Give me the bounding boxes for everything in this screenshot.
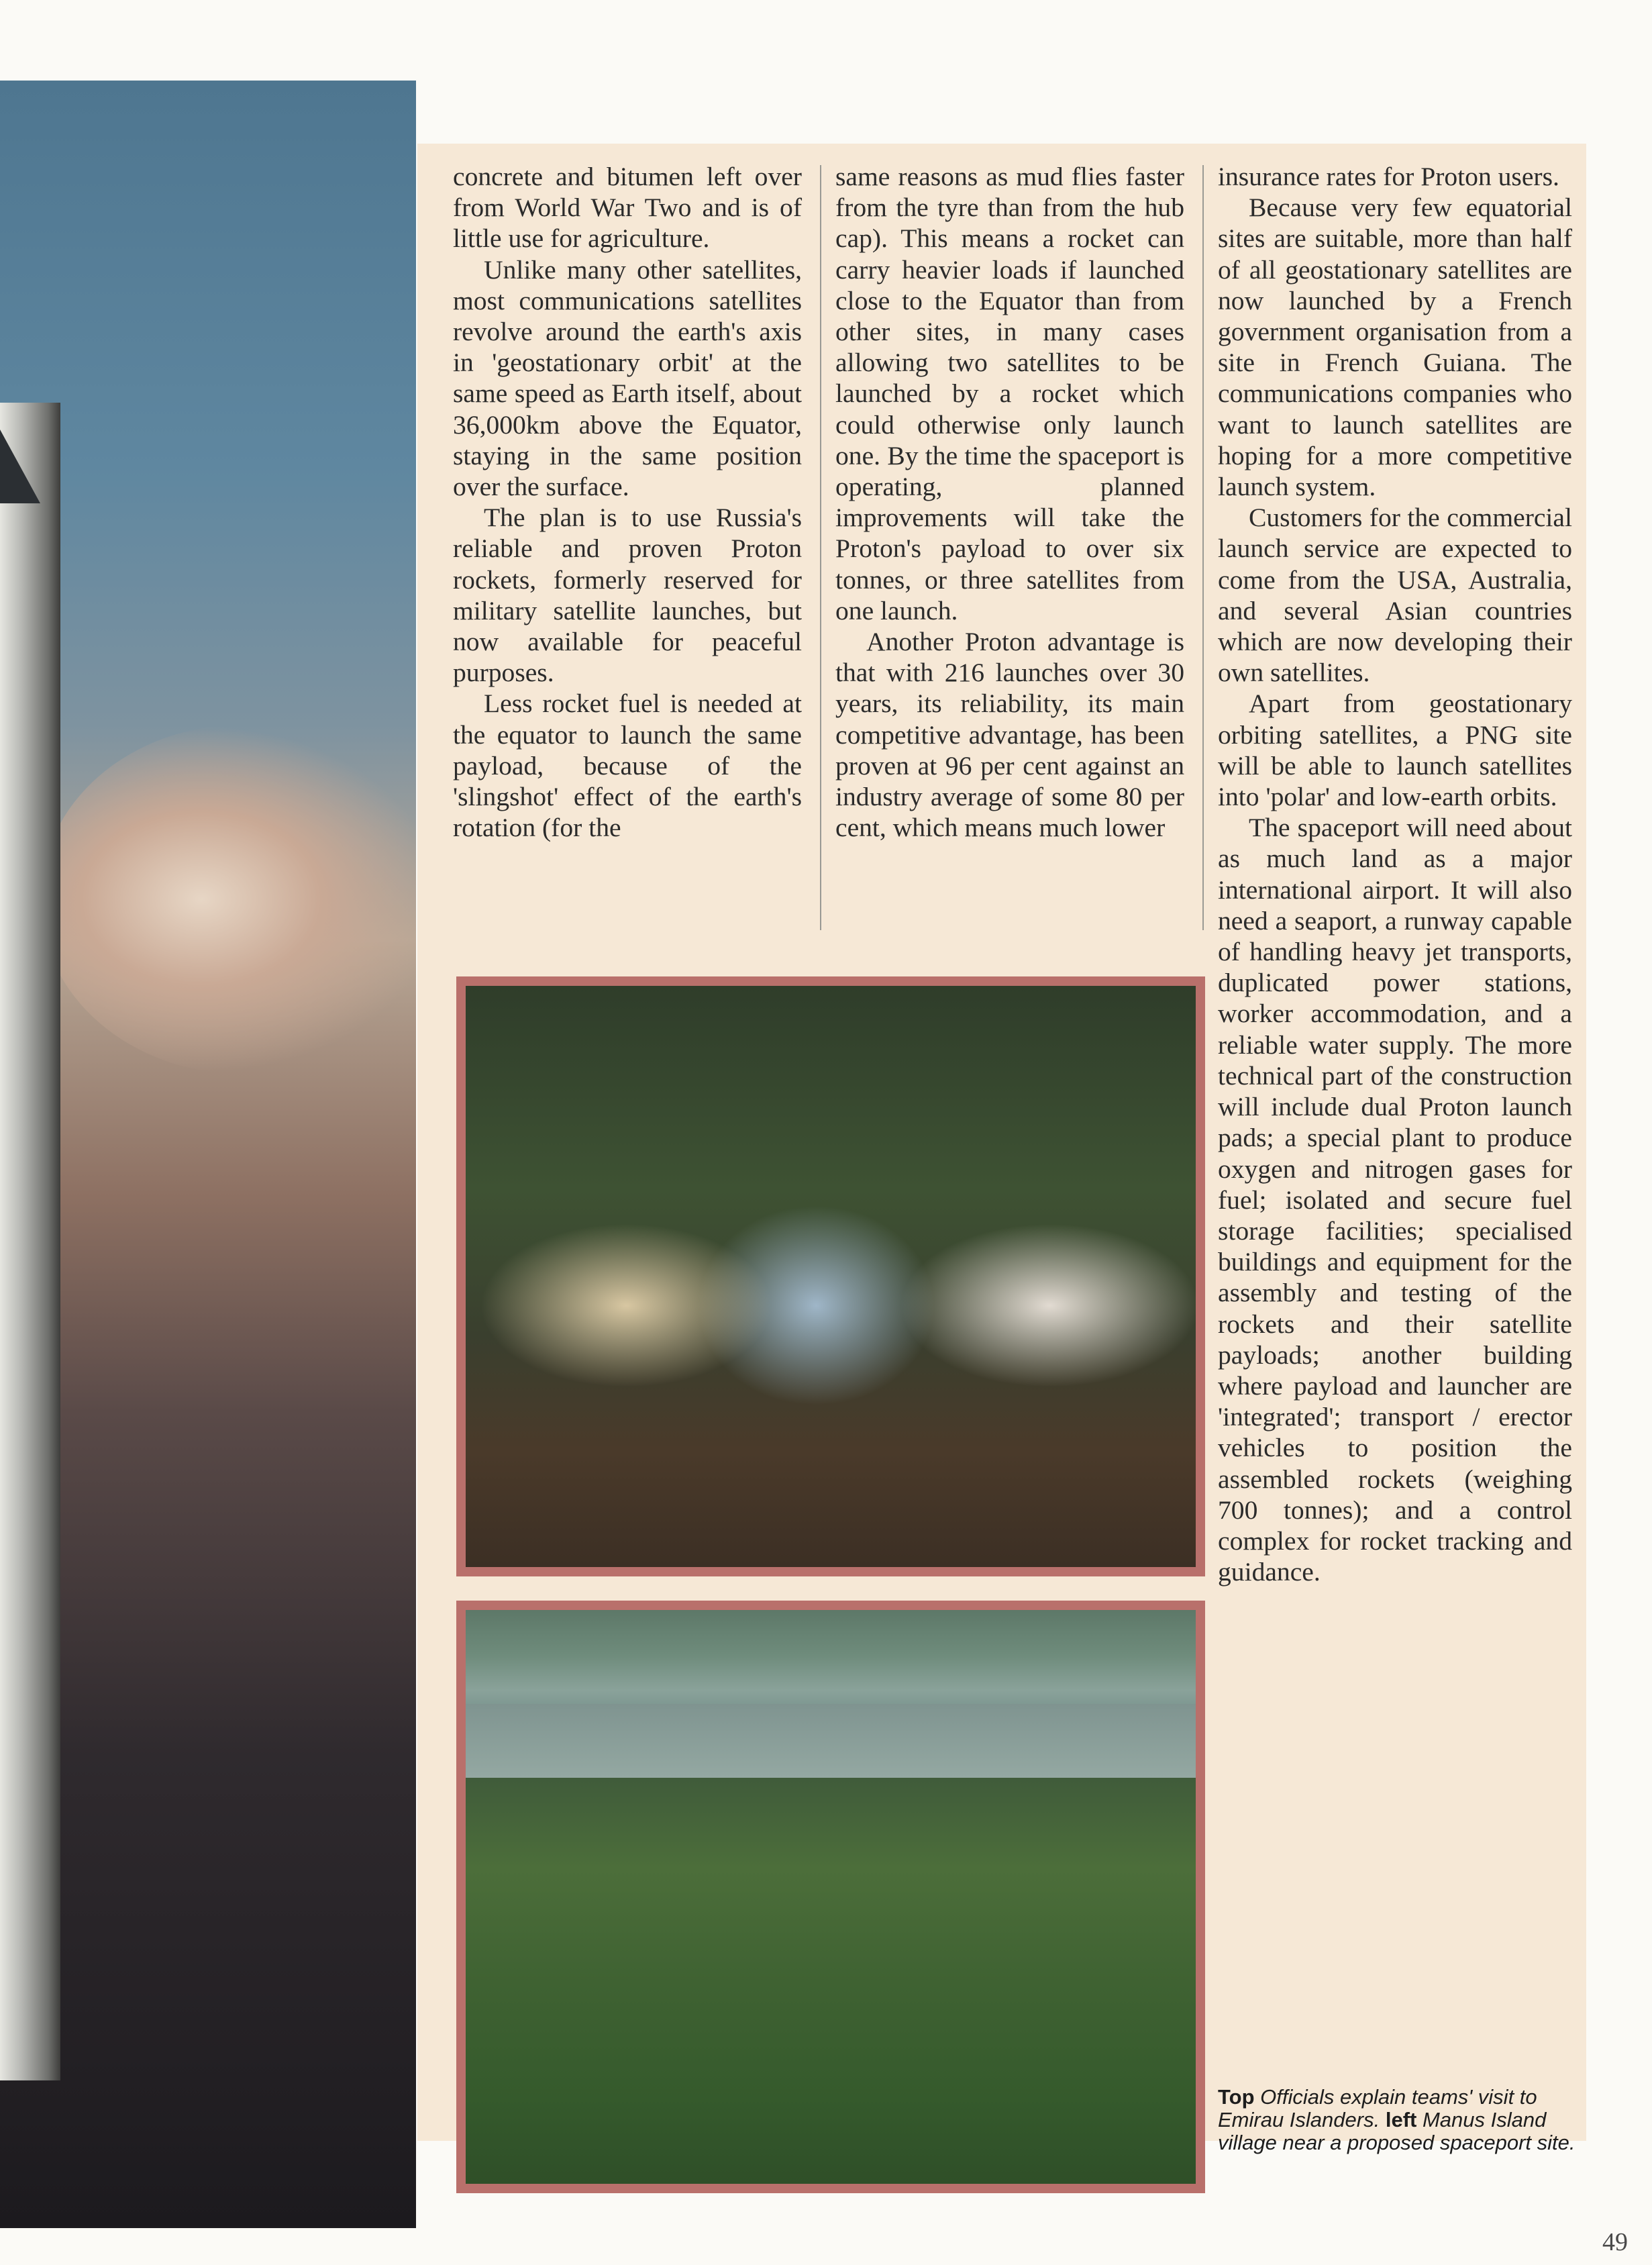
caption-left-label: left (1385, 2108, 1417, 2131)
paragraph: insurance rates for Proton users. (1218, 162, 1559, 191)
paragraph: Unlike many other satellites, most communications satellites revolve around the earth's axis in 'geostationary orbit' at the same speed as Earth itself, about 36,000km above the Equator, staying in the same position over the surface. (453, 254, 802, 502)
caption-top-text: Officials explain teams' visit to Emirau Islanders. (1218, 2085, 1537, 2131)
rocket-body (0, 403, 60, 2080)
village-aerial-photo-image (466, 1610, 1196, 2184)
officials-photo-image (466, 986, 1196, 1567)
paragraph: Less rocket fuel is needed at the equator to launch the same payload, because of the 'slingshot' effect of the earth's rotation (for the (453, 689, 802, 843)
paragraph: Another Proton advantage is that with 216 launches over 30 years, its reliability, its main competitive advantage, has been proven at 96 per cent against an industry average of some 80 per cent, which means much lower (835, 627, 1184, 843)
photo-caption (1218, 2086, 1580, 2154)
text-column-1 (453, 161, 802, 843)
column-divider (1202, 165, 1204, 930)
village-aerial-photo (456, 1601, 1205, 2193)
paragraph: Because very few equatorial sites are suitable, more than half of all geostationary satellites are now launched by a French government organisation from a site in French Guiana. The communications companies who want to launch satellites are hoping for a more competitive launch system. (1218, 193, 1572, 502)
exhaust-plume (40, 725, 416, 1074)
paragraph: same reasons as mud flies faster from the tyre than from the hub cap). This means a rocket can carry heavier loads if launched close to the Equator than from other sites, in many cases allowing two satellites to be launched by a rocket which could otherwise only launch one. By the time the spaceport is operating, planned improvements will take the Proton's payload to over six tonnes, or three satellites from one launch. (835, 162, 1184, 625)
paragraph: The spaceport will need about as much land as a major international airport. It will also need a seaport, a runway capable of handling heavy jet transports, duplicated power stations, worker accommodation, and a reliable water supply. The more technical part of the construction will include dual Proton launch pads; a special plant to produce oxygen and nitrogen gases for fuel; isolated and secure fuel storage facilities; specialised buildings and equipment for the assembly and testing of the rockets and their satellite payloads; another building where payload and launcher are 'integrated'; transport / erector vehicles to position the assembled rockets (weighing 700 tonnes); and a control complex for rocket tracking and guidance. (1218, 813, 1572, 1587)
river-water (466, 1704, 1196, 1778)
rocket-launch-photo (0, 81, 416, 2228)
caption-top-label: Top (1218, 2085, 1255, 2109)
officials-photo (456, 976, 1205, 1576)
paragraph: Apart from geostationary orbiting satellites, a PNG site will be able to launch satellites into 'polar' and low-earth orbits. (1218, 689, 1572, 812)
text-column-2 (835, 161, 1184, 843)
rocket-nose (0, 430, 40, 503)
text-column-3 (1218, 161, 1572, 1587)
column-divider (820, 165, 821, 930)
page-number: 49 (1602, 2228, 1628, 2256)
paragraph: concrete and bitumen left over from World War Two and is of little use for agriculture. (453, 162, 802, 254)
caption-left-text: Manus Island village near a proposed spaceport site. (1218, 2108, 1576, 2154)
paragraph: The plan is to use Russia's reliable and proven Proton rockets, formerly reserved for military satellite launches, but now available for peaceful purposes. (453, 503, 802, 688)
paragraph: Customers for the commercial launch service are expected to come from the USA, Australia, and several Asian countries which are now developing their own satellites. (1218, 503, 1572, 688)
